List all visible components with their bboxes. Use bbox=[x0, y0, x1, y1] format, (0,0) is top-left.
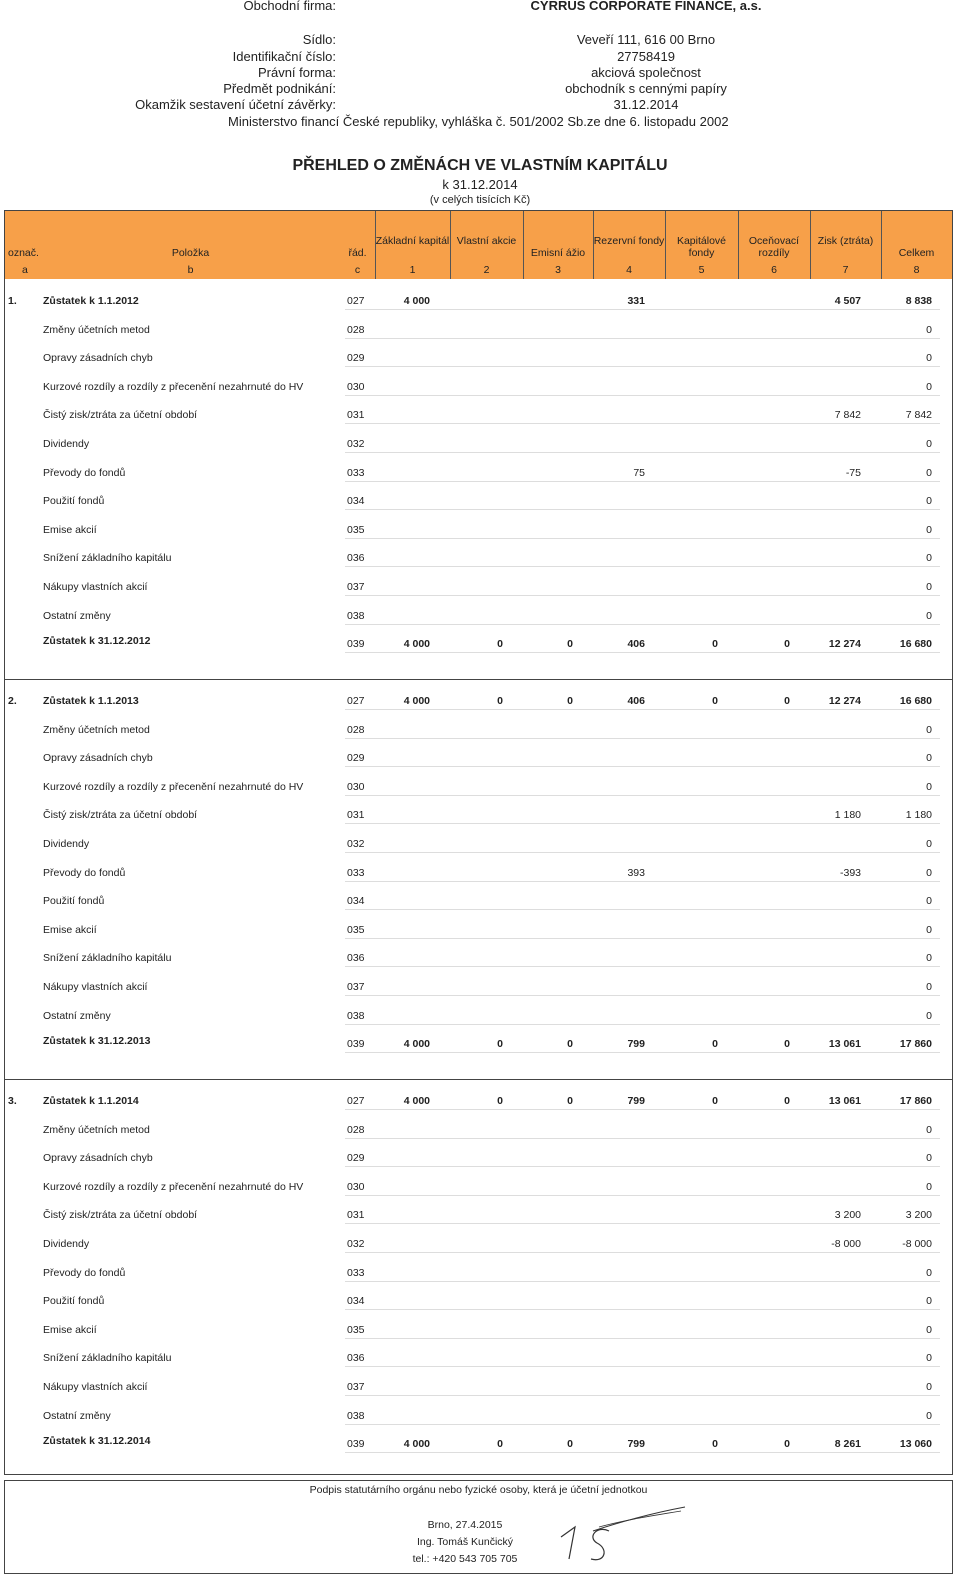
row-label: Kurzové rozdíly a rozdíly z přecenění nezahrnuté do HV bbox=[43, 1180, 304, 1193]
column-code-8: 6 bbox=[771, 264, 777, 276]
row-label: Dividendy bbox=[43, 838, 90, 850]
value-cell: -8 000 bbox=[831, 1238, 861, 1250]
value-cell: 0 bbox=[567, 695, 573, 707]
row-code: 031 bbox=[347, 409, 365, 422]
value-cell: 7 842 bbox=[905, 409, 932, 422]
row-underline bbox=[345, 738, 940, 739]
value-cell: -393 bbox=[839, 866, 861, 879]
column-header-7: Kapitálové fondy bbox=[676, 235, 727, 259]
row-code: 027 bbox=[347, 695, 365, 707]
value-cell: -75 bbox=[845, 466, 861, 479]
value-cell: 799 bbox=[627, 1095, 645, 1107]
value-cell: 4 507 bbox=[834, 295, 861, 307]
value-cell: 0 bbox=[712, 1438, 718, 1451]
row-code: 038 bbox=[347, 609, 365, 622]
value-cell: 0 bbox=[497, 695, 503, 707]
column-header-5: Emisní ážio bbox=[530, 247, 586, 259]
row-underline bbox=[345, 1395, 940, 1396]
value-cell: 13 061 bbox=[828, 1038, 861, 1051]
value-cell: 0 bbox=[926, 1295, 932, 1308]
row-underline bbox=[345, 823, 940, 824]
column-code-3: 1 bbox=[409, 264, 416, 276]
row-label: Kurzové rozdíly a rozdíly z přecenění nezahrnuté do HV bbox=[43, 380, 304, 393]
row-underline bbox=[345, 1424, 940, 1425]
row-underline bbox=[345, 1138, 940, 1139]
value-cell: 13 060 bbox=[899, 1438, 932, 1451]
row-code: 027 bbox=[347, 295, 365, 307]
value-cell: 0 bbox=[497, 1438, 503, 1451]
row-label: Převody do fondů bbox=[43, 1266, 126, 1279]
column-header-3: Základní kapitál bbox=[375, 235, 450, 247]
row-label: Zůstatek k 1.1.2012 bbox=[43, 295, 139, 307]
row-label: Nákupy vlastních akcií bbox=[43, 981, 148, 993]
row-label: Emise akcií bbox=[43, 523, 97, 536]
row-label: Ostatní změny bbox=[43, 609, 111, 622]
row-label: Použití fondů bbox=[43, 895, 105, 908]
value-cell: 0 bbox=[926, 838, 932, 850]
row-underline bbox=[345, 1109, 940, 1110]
value-cell: 406 bbox=[627, 638, 645, 651]
row-label: Použití fondů bbox=[43, 1295, 105, 1308]
value-cell: 0 bbox=[784, 638, 790, 651]
row-code: 038 bbox=[347, 1009, 365, 1022]
value-cell: 0 bbox=[926, 1123, 932, 1136]
row-label: Změny účetních metod bbox=[43, 723, 150, 736]
ministry-note: Ministerstvo financí České republiky, vyhláška č. 501/2002 Sb.ze dne 6. listopadu 2002 bbox=[228, 114, 729, 129]
value-cell: 0 bbox=[926, 1180, 932, 1193]
signature-phone: tel.: +420 543 705 705 bbox=[412, 1553, 518, 1565]
value-cell: 4 000 bbox=[403, 295, 430, 307]
firm-label: Obchodní firma: bbox=[243, 0, 336, 13]
handwritten-signature bbox=[553, 1497, 693, 1567]
row-underline bbox=[345, 966, 940, 967]
row-underline bbox=[345, 652, 940, 653]
row-underline bbox=[345, 1024, 940, 1025]
column-code-5: 3 bbox=[555, 264, 561, 276]
equity-table bbox=[4, 210, 953, 1475]
row-label: Nákupy vlastních akcií bbox=[43, 1381, 148, 1393]
value-cell: 0 bbox=[926, 1323, 932, 1336]
row-code: 033 bbox=[347, 466, 365, 479]
row-underline bbox=[345, 1366, 940, 1367]
value-cell: 0 bbox=[926, 923, 932, 936]
signature-box bbox=[4, 1480, 953, 1574]
report-date-label: Okamžik sestavení účetní závěrky: bbox=[135, 97, 336, 112]
row-label: Ostatní změny bbox=[43, 1009, 111, 1022]
row-label: Ostatní změny bbox=[43, 1409, 111, 1422]
value-cell: 4 000 bbox=[403, 1095, 430, 1107]
value-cell: 0 bbox=[567, 1038, 573, 1051]
value-cell: 0 bbox=[784, 1095, 790, 1107]
row-underline bbox=[345, 509, 940, 510]
row-code: 030 bbox=[347, 1180, 365, 1193]
value-cell: 0 bbox=[926, 552, 932, 565]
row-code: 032 bbox=[347, 838, 365, 850]
row-underline bbox=[345, 595, 940, 596]
row-underline bbox=[345, 338, 940, 339]
value-cell: 12 274 bbox=[828, 638, 861, 651]
row-label: Zůstatek k 31.12.2012 bbox=[43, 635, 151, 648]
section-separator bbox=[5, 1079, 952, 1080]
value-cell: 799 bbox=[627, 1438, 645, 1451]
value-cell: 3 200 bbox=[834, 1209, 861, 1222]
column-header-9: Zisk (ztráta) bbox=[817, 235, 874, 247]
value-cell: 4 000 bbox=[403, 1438, 430, 1451]
row-label: Čistý zisk/ztráta za účetní období bbox=[43, 409, 198, 422]
row-label: Změny účetních metod bbox=[43, 1123, 150, 1136]
value-cell: 16 680 bbox=[899, 638, 932, 651]
value-cell: 0 bbox=[712, 1038, 718, 1051]
column-header-10: Celkem bbox=[898, 247, 935, 259]
row-label: Změny účetních metod bbox=[43, 323, 150, 336]
row-label: Snížení základního kapitálu bbox=[43, 952, 172, 965]
value-cell: 12 274 bbox=[828, 695, 861, 707]
value-cell: 0 bbox=[926, 752, 932, 765]
value-cell: 0 bbox=[926, 352, 932, 365]
value-cell: 331 bbox=[627, 295, 645, 307]
row-code: 033 bbox=[347, 866, 365, 879]
row-label: Převody do fondů bbox=[43, 466, 126, 479]
row-label: Zůstatek k 31.12.2013 bbox=[43, 1035, 151, 1048]
row-code: 032 bbox=[347, 438, 365, 450]
row-label: Čistý zisk/ztráta za účetní období bbox=[43, 1209, 198, 1222]
row-code: 039 bbox=[347, 638, 365, 651]
row-code: 037 bbox=[347, 581, 365, 593]
row-code: 032 bbox=[347, 1238, 365, 1250]
row-label: Zůstatek k 1.1.2014 bbox=[43, 1095, 139, 1107]
signature-name: Ing. Tomáš Kunčický bbox=[416, 1536, 514, 1548]
seat-label: Sídlo: bbox=[302, 32, 336, 47]
row-underline bbox=[345, 795, 940, 796]
row-code: 028 bbox=[347, 723, 365, 736]
row-code: 034 bbox=[347, 495, 365, 508]
row-code: 031 bbox=[347, 1209, 365, 1222]
report-date-value: 31.12.2014 bbox=[613, 97, 679, 112]
row-underline bbox=[345, 366, 940, 367]
row-underline bbox=[345, 423, 940, 424]
value-cell: 0 bbox=[784, 1038, 790, 1051]
row-underline bbox=[345, 452, 940, 453]
column-code-9: 7 bbox=[842, 264, 849, 276]
firm-value: CYRRUS CORPORATE FINANCE, a.s. bbox=[530, 0, 762, 13]
row-code: 034 bbox=[347, 1295, 365, 1308]
row-code: 028 bbox=[347, 1123, 365, 1136]
row-label: Zůstatek k 1.1.2013 bbox=[43, 695, 139, 707]
value-cell: 0 bbox=[567, 1095, 573, 1107]
row-underline bbox=[345, 909, 940, 910]
value-cell: 7 842 bbox=[834, 409, 861, 422]
row-code: 036 bbox=[347, 552, 365, 565]
row-underline bbox=[345, 995, 940, 996]
row-code: 029 bbox=[347, 1152, 365, 1165]
row-underline bbox=[345, 1452, 940, 1453]
row-underline bbox=[345, 538, 940, 539]
row-code: 027 bbox=[347, 1095, 365, 1107]
row-label: Čistý zisk/ztráta za účetní období bbox=[43, 809, 198, 822]
value-cell: 0 bbox=[926, 780, 932, 793]
row-code: 038 bbox=[347, 1409, 365, 1422]
row-label: Opravy zásadních chyb bbox=[43, 352, 153, 365]
value-cell: 0 bbox=[926, 609, 932, 622]
value-cell: 75 bbox=[633, 466, 645, 479]
value-cell: 0 bbox=[567, 1438, 573, 1451]
value-cell: 0 bbox=[784, 695, 790, 707]
value-cell: 0 bbox=[926, 466, 932, 479]
column-code-2: c bbox=[354, 264, 361, 276]
row-label: Dividendy bbox=[43, 438, 90, 450]
row-label: Dividendy bbox=[43, 1238, 90, 1250]
column-header-0: označ. bbox=[8, 247, 39, 259]
row-underline bbox=[345, 1052, 940, 1053]
row-code: 029 bbox=[347, 752, 365, 765]
value-cell: 13 061 bbox=[828, 1095, 861, 1107]
row-underline bbox=[345, 309, 940, 310]
row-code: 035 bbox=[347, 1323, 365, 1336]
row-code: 034 bbox=[347, 895, 365, 908]
value-cell: 17 860 bbox=[899, 1095, 932, 1107]
row-label: Emise akcií bbox=[43, 1323, 97, 1336]
value-cell: 3 200 bbox=[905, 1209, 932, 1222]
value-cell: 0 bbox=[926, 1352, 932, 1365]
value-cell: 0 bbox=[712, 695, 718, 707]
row-underline bbox=[345, 852, 940, 853]
value-cell: 8 261 bbox=[834, 1438, 861, 1451]
row-code: 037 bbox=[347, 1381, 365, 1393]
value-cell: -8 000 bbox=[902, 1238, 932, 1250]
row-underline bbox=[345, 881, 940, 882]
legal-form-value: akciová společnost bbox=[591, 65, 701, 80]
row-code: 036 bbox=[347, 1352, 365, 1365]
value-cell: 0 bbox=[926, 581, 932, 593]
row-underline bbox=[345, 624, 940, 625]
section-separator bbox=[5, 679, 952, 680]
value-cell: 0 bbox=[926, 895, 932, 908]
signature-caption: Podpis statutárního orgánu nebo fyzické osoby, která je účetní jednotkou bbox=[309, 1484, 648, 1496]
column-code-0: a bbox=[22, 264, 28, 276]
seat-value: Veveří 111, 616 00 Brno bbox=[576, 32, 716, 47]
row-code: 028 bbox=[347, 323, 365, 336]
value-cell: 1 180 bbox=[905, 809, 932, 822]
value-cell: 0 bbox=[784, 1438, 790, 1451]
column-header-4: Vlastní akcie bbox=[456, 235, 517, 247]
row-label: Snížení základního kapitálu bbox=[43, 552, 172, 565]
signature-place-date: Brno, 27.4.2015 bbox=[427, 1519, 503, 1531]
row-code: 039 bbox=[347, 1038, 365, 1051]
row-underline bbox=[345, 566, 940, 567]
value-cell: 0 bbox=[926, 1266, 932, 1279]
row-label: Použití fondů bbox=[43, 495, 105, 508]
value-cell: 4 000 bbox=[403, 695, 430, 707]
row-code: 029 bbox=[347, 352, 365, 365]
value-cell: 0 bbox=[497, 1095, 503, 1107]
report-unit: (v celých tisících Kč) bbox=[429, 194, 531, 206]
section-number: 1. bbox=[8, 295, 17, 307]
column-code-7: 5 bbox=[698, 264, 705, 276]
legal-form-label: Právní forma: bbox=[257, 65, 336, 80]
value-cell: 0 bbox=[926, 952, 932, 965]
value-cell: 0 bbox=[926, 495, 932, 508]
column-code-1: b bbox=[187, 264, 194, 276]
value-cell: 1 180 bbox=[834, 809, 861, 822]
value-cell: 8 838 bbox=[905, 295, 932, 307]
row-code: 033 bbox=[347, 1266, 365, 1279]
row-underline bbox=[345, 1195, 940, 1196]
value-cell: 0 bbox=[712, 638, 718, 651]
value-cell: 393 bbox=[627, 866, 645, 879]
id-label: Identifikační číslo: bbox=[232, 49, 336, 64]
table-header bbox=[5, 211, 952, 279]
value-cell: 0 bbox=[497, 638, 503, 651]
row-underline bbox=[345, 395, 940, 396]
row-underline bbox=[345, 481, 940, 482]
section-number: 2. bbox=[8, 695, 17, 707]
value-cell: 0 bbox=[926, 438, 932, 450]
id-value: 27758419 bbox=[617, 49, 675, 64]
value-cell: 0 bbox=[926, 523, 932, 536]
row-code: 037 bbox=[347, 981, 365, 993]
row-code: 030 bbox=[347, 380, 365, 393]
row-underline bbox=[345, 1338, 940, 1339]
report-date: k 31.12.2014 bbox=[442, 177, 518, 192]
row-code: 031 bbox=[347, 809, 365, 822]
value-cell: 799 bbox=[627, 1038, 645, 1051]
row-label: Nákupy vlastních akcií bbox=[43, 581, 148, 593]
row-underline bbox=[345, 1281, 940, 1282]
row-label: Převody do fondů bbox=[43, 866, 126, 879]
row-underline bbox=[345, 766, 940, 767]
column-header-1: Položka bbox=[171, 247, 210, 259]
value-cell: 0 bbox=[926, 323, 932, 336]
column-header-2: řád. bbox=[348, 247, 367, 259]
row-underline bbox=[345, 1166, 940, 1167]
column-header-8: Oceňovací rozdíly bbox=[748, 235, 800, 259]
section-number: 3. bbox=[8, 1095, 17, 1107]
report-title: PŘEHLED O ZMĚNÁCH VE VLASTNÍM KAPITÁLU bbox=[292, 157, 668, 174]
value-cell: 406 bbox=[627, 695, 645, 707]
value-cell: 16 680 bbox=[899, 695, 932, 707]
row-code: 030 bbox=[347, 780, 365, 793]
row-code: 035 bbox=[347, 923, 365, 936]
value-cell: 4 000 bbox=[403, 638, 430, 651]
column-code-4: 2 bbox=[483, 264, 490, 276]
row-underline bbox=[345, 709, 940, 710]
value-cell: 0 bbox=[926, 1381, 932, 1393]
column-code-10: 8 bbox=[913, 264, 920, 276]
column-header-6: Rezervní fondy bbox=[593, 235, 665, 247]
value-cell: 0 bbox=[926, 380, 932, 393]
value-cell: 0 bbox=[926, 1152, 932, 1165]
row-label: Emise akcií bbox=[43, 923, 97, 936]
value-cell: 0 bbox=[712, 1095, 718, 1107]
value-cell: 0 bbox=[567, 638, 573, 651]
row-label: Kurzové rozdíly a rozdíly z přecenění nezahrnuté do HV bbox=[43, 780, 304, 793]
value-cell: 0 bbox=[926, 723, 932, 736]
row-code: 039 bbox=[347, 1438, 365, 1451]
row-underline bbox=[345, 1223, 940, 1224]
row-code: 035 bbox=[347, 523, 365, 536]
business-value: obchodník s cennými papíry bbox=[565, 81, 727, 96]
row-underline bbox=[345, 1252, 940, 1253]
row-label: Snížení základního kapitálu bbox=[43, 1352, 172, 1365]
row-underline bbox=[345, 938, 940, 939]
row-code: 036 bbox=[347, 952, 365, 965]
row-label: Zůstatek k 31.12.2014 bbox=[43, 1435, 151, 1448]
value-cell: 4 000 bbox=[403, 1038, 430, 1051]
value-cell: 0 bbox=[497, 1038, 503, 1051]
value-cell: 0 bbox=[926, 866, 932, 879]
column-code-6: 4 bbox=[626, 264, 632, 276]
value-cell: 0 bbox=[926, 1409, 932, 1422]
row-label: Opravy zásadních chyb bbox=[43, 752, 153, 765]
row-label: Opravy zásadních chyb bbox=[43, 1152, 153, 1165]
business-label: Předmět podnikání: bbox=[223, 81, 336, 96]
value-cell: 0 bbox=[926, 1009, 932, 1022]
value-cell: 17 860 bbox=[899, 1038, 932, 1051]
value-cell: 0 bbox=[926, 981, 932, 993]
row-underline bbox=[345, 1309, 940, 1310]
